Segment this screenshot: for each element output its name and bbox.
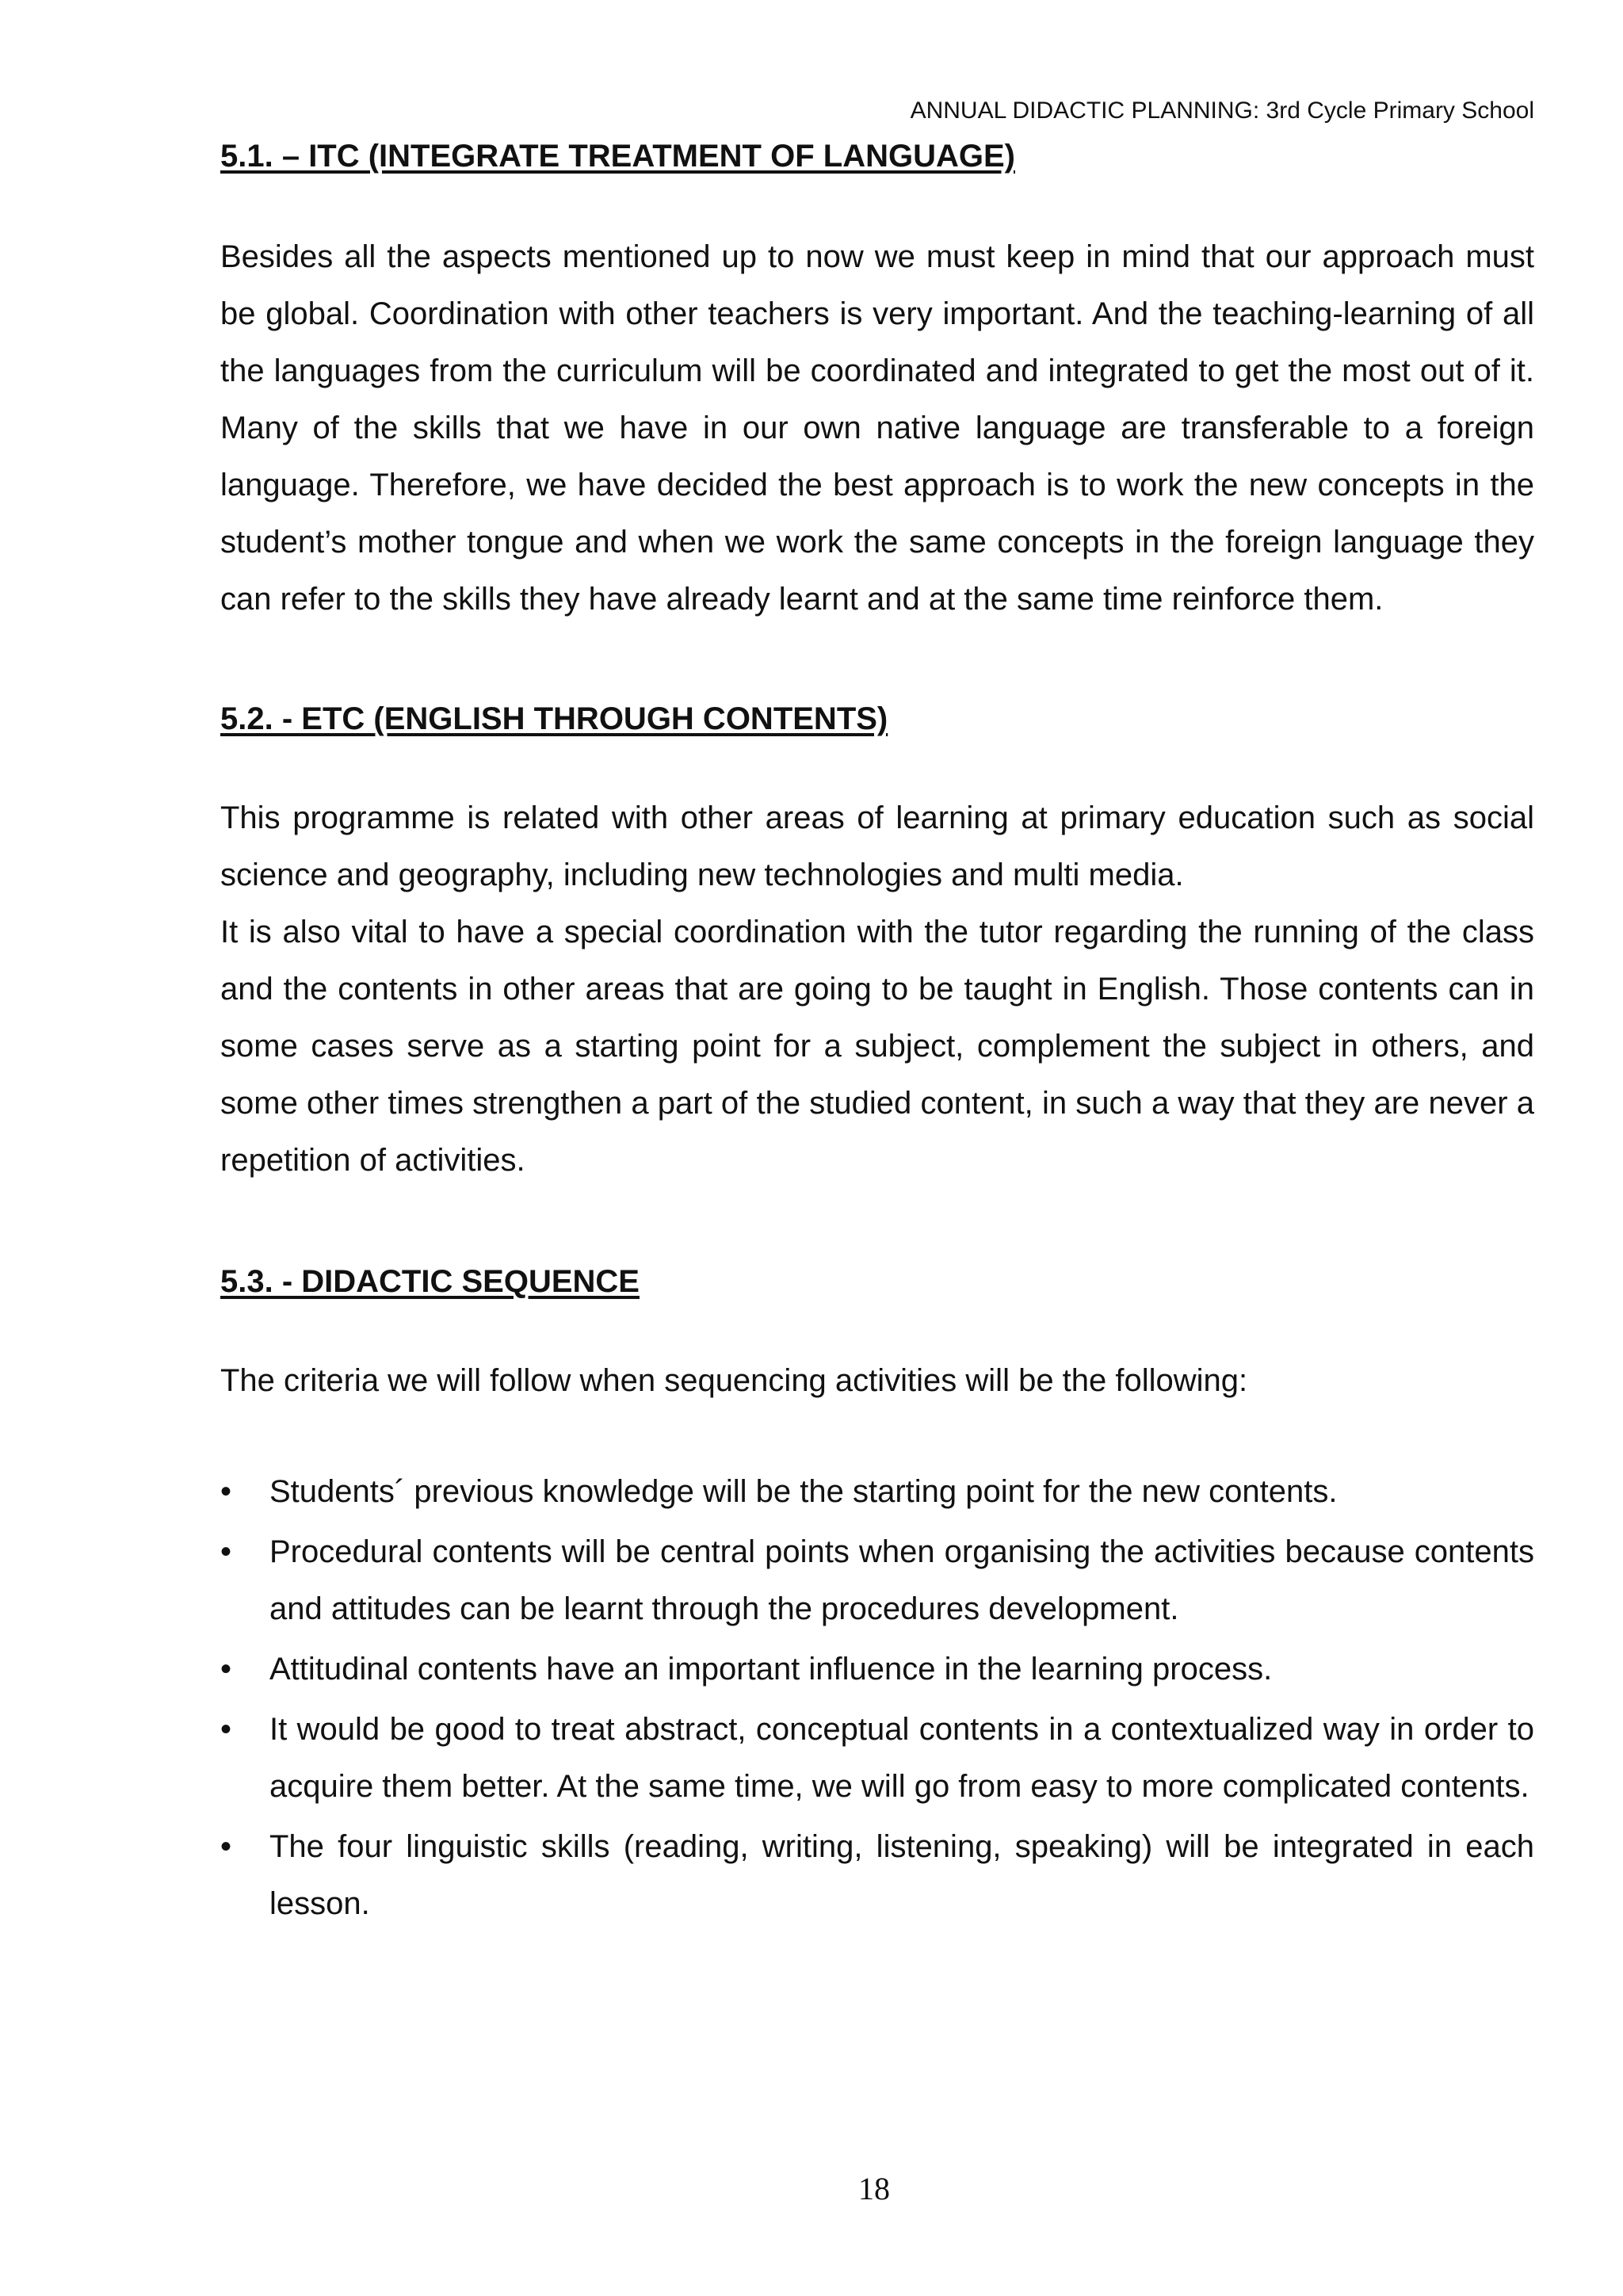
paragraph-itc: Besides all the aspects mentioned up to now we must keep in mind that our approach must be global. Coordination with other teachers is very important. And the teaching-learning of all the languages from the curriculum will be coordinated and integrated to get the most out of it. Many of the skills that we have in our own native language are transferable to a foreign language. Therefore, we have decided the best approach is to work the new concepts in the student’s mother tongue and when we work the same concepts in the foreign language they can refer to the skills they have already learnt and at the same time reinforce them.	[220, 239, 1534, 617]
page-content	[220, 136, 1534, 1935]
paragraph-etc-2: It is also vital to have a special coordination with the tutor regarding the running of the class and the contents in other areas that are going to be taught in English. Those contents can in some cases serve as a starting point for a subject, complement the subject in others, and some other times strengthen a part of the studied content, in such a way that they are never a repetition of activities.	[220, 915, 1534, 1178]
list-item	[220, 1641, 1534, 1698]
section-heading-etc: 5.2. - ETC (ENGLISH THROUGH CONTENTS)	[220, 701, 888, 736]
list-item	[220, 1818, 1534, 1932]
list-item	[220, 1523, 1534, 1637]
bullet-icon: •	[220, 1829, 232, 1864]
paragraph-criteria-intro: The criteria we will follow when sequencing activities will be the following:	[220, 1363, 1248, 1398]
list-item-text: It would be good to treat abstract, conceptual contents in a contextualized way in order to acquire them better. At the same time, we will go from easy to more complicated contents.	[269, 1712, 1534, 1804]
page-number: 18	[858, 2171, 890, 2206]
criteria-bullet-list	[220, 1463, 1534, 1932]
list-item-text: Procedural contents will be central points when organising the activities because contents and attitudes can be learnt through the procedures development.	[269, 1534, 1534, 1626]
list-item-text: Attitudinal contents have an important influence in the learning process.	[269, 1652, 1273, 1687]
bullet-icon: •	[220, 1652, 232, 1687]
list-item	[220, 1701, 1534, 1815]
list-item	[220, 1463, 1534, 1520]
list-item-text: Students´ previous knowledge will be the starting point for the new contents.	[269, 1474, 1338, 1509]
list-item-text: The four linguistic skills (reading, writing, listening, speaking) will be integrated in each lesson.	[269, 1829, 1534, 1921]
section-heading-didactic-sequence: 5.3. - DIDACTIC SEQUENCE	[220, 1264, 640, 1299]
paragraph-etc-1: This programme is related with other areas of learning at primary education such as social science and geography, including new technologies and multi media.	[220, 800, 1534, 892]
bullet-icon: •	[220, 1474, 232, 1509]
bullet-icon: •	[220, 1712, 232, 1747]
section-heading-itc: 5.1. – ITC (INTEGRATE TREATMENT OF LANGUAGE)	[220, 139, 1015, 174]
running-header: ANNUAL DIDACTIC PLANNING: 3rd Cycle Primary School	[910, 97, 1534, 124]
bullet-icon: •	[220, 1534, 232, 1569]
